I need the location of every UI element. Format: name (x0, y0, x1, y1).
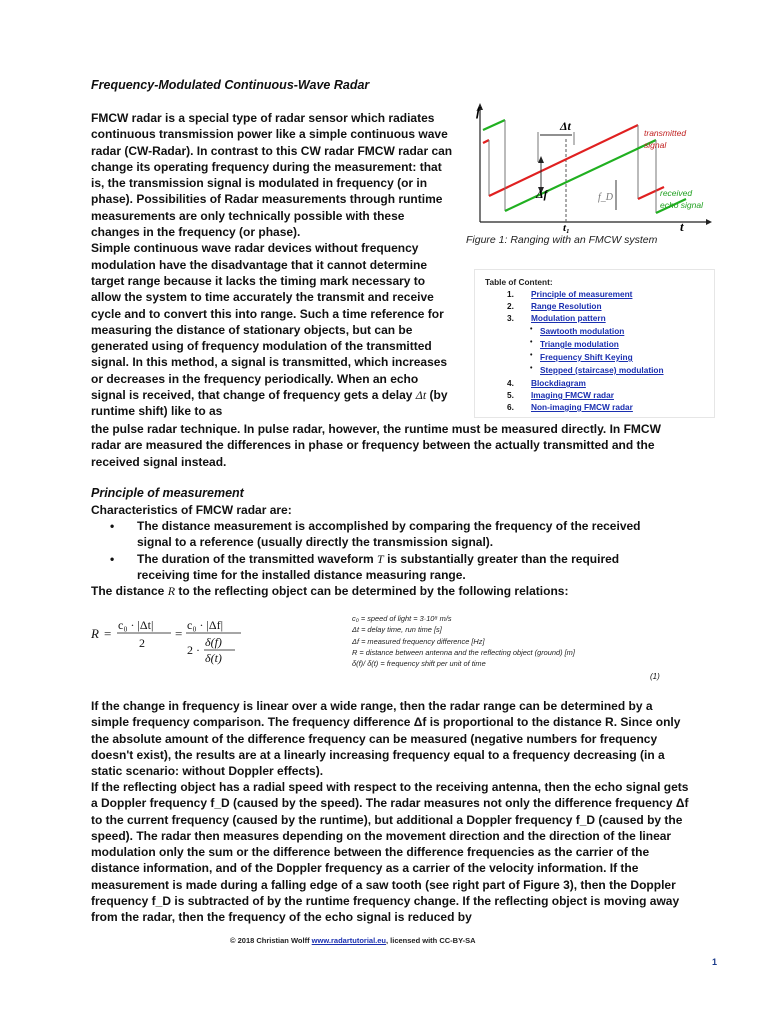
formula-legend (352, 613, 575, 669)
toc-number: 3. (507, 313, 514, 323)
formula-num2: c₀ · |Δf| (187, 618, 224, 632)
delta-f-label: Δf (536, 187, 548, 201)
document-title: Frequency-Modulated Continuous-Wave Radar (91, 78, 370, 92)
toc-title: Table of Content: (485, 277, 553, 287)
intro-text-2: Simple continuous wave radar devices without frequency modulation have the disadvantage that it cannot determine target range because it lacks the timing mark necessary to allow the system to time accurately the transmit and receive cycle and to convert this into range. Such a time reference for measuring the distance of stationary objects, but can be generated using of frequency modulation of the transmitted signal. In this method, a signal is transmitted, which increases or decreases in the frequency periodically. When an echo signal is received, that change of frequency gets a delay (91, 241, 448, 403)
formula-frac-den: δ(t) (205, 651, 222, 665)
range-formula (91, 612, 251, 672)
toc-number: 2. (507, 301, 514, 311)
bullet-icon: • (530, 352, 533, 359)
formula-eq2: = (175, 626, 183, 641)
formula-den1: 2 (139, 636, 145, 650)
footer-license: , licensed with CC-BY-SA (386, 936, 476, 945)
bullet-icon: • (530, 365, 533, 372)
toc-link-triangle[interactable]: Triangle modulation (540, 339, 619, 349)
delta-t-symbol: Δt (415, 388, 427, 403)
principle-intro: Characteristics of FMCW radar are: (91, 503, 292, 517)
footer-link[interactable]: www.radartutorial.eu (311, 936, 386, 945)
formula-eq1: = (104, 626, 112, 641)
legend-line: Δf = measured frequency difference [Hz] (352, 636, 485, 646)
list-item: • The distance measurement is accomplished by comparing the frequency of the received signal to a reference (usually directly the transmission signal). (110, 518, 670, 551)
rx-ramp-2 (505, 140, 656, 211)
toc-link-stepped[interactable]: Stepped (staircase) modulation (540, 365, 664, 375)
relation-text-a: The distance (91, 584, 165, 598)
toc-link-sawtooth[interactable]: Sawtooth modulation (540, 326, 625, 336)
legend-line: Δt = delay time, run time [s] (352, 625, 442, 635)
bullet2-text-a: The duration of the transmitted waveform (137, 551, 374, 566)
legend-line: R = distance between antenna and the reflecting object (ground) [m] (352, 647, 575, 657)
bullet-icon: • (530, 339, 533, 346)
table-of-content (474, 269, 715, 418)
formula-r: R (91, 626, 99, 641)
relation-sentence (91, 583, 691, 599)
transmitted-label-1: transmitted (644, 128, 687, 138)
list-item (110, 551, 670, 584)
toc-link-non-imaging[interactable]: Non-imaging FMCW radar (531, 402, 633, 412)
toc-link-fsk[interactable]: Frequency Shift Keying (540, 352, 633, 362)
characteristics-list (110, 518, 670, 583)
intro-paragraph-continued: the pulse radar technique. In pulse radar, however, the runtime must be measured directly. In FMCW radar are measured the differences in phase or frequency between the actually transmitted and the received signal instead. (91, 422, 661, 469)
formula-num1: c₀ · |Δt| (118, 618, 154, 632)
delta-f-arrowhead-top (538, 156, 544, 163)
rx-ramp-1 (483, 120, 505, 130)
received-label-2: echo signal (660, 200, 704, 210)
toc-link-range-resolution[interactable]: Range Resolution (531, 301, 602, 311)
toc-link-principle[interactable]: Principle of measurement (531, 289, 633, 299)
tx-ramp-1 (483, 140, 489, 143)
fmcw-ranging-figure (466, 100, 716, 235)
toc-link-modulation[interactable]: Modulation pattern (531, 313, 606, 323)
f-axis-label: f (476, 104, 481, 119)
intro-text-1: FMCW radar is a special type of radar sensor which radiates continuous transmission power like a simple continuous wave radar (CW-Radar). In contrast to this CW radar FMCW radar can change its operating frequency during the measurement: that is, the transmission signal is modulated in frequency (or in phase). Possibilities of Radar measurements through runtime measurements are only technically possible with these changes in the frequency (or phase). (91, 111, 453, 240)
body-paragraph-1: If the change in frequency is linear over a wide range, then the radar range can be determined by a simple frequency comparison. The frequency difference Δf is proportional to the distance R. Since only the absolute amount of the difference frequency can be measured (negative numbers for frequency doesn't exist), the results are at a linearly increasing frequency equal to a frequency decreasing (in a static scenario: without Doppler effects). (91, 699, 681, 779)
relation-text-b: to the reflecting object can be determined by the following relations: (178, 584, 569, 598)
t-symbol: T (377, 551, 384, 566)
toc-number: 4. (507, 378, 514, 388)
formula-frac-num: δ(f) (205, 635, 222, 649)
footer-copyright: © 2018 Christian Wolff (230, 936, 310, 945)
legend-line: δ(f)/ δ(t) = frequency shift per unit of time (352, 659, 486, 669)
toc-link-blockdiagram[interactable]: Blockdiagram (531, 378, 586, 388)
equation-number: (1) (650, 672, 660, 681)
formula-den2: 2 · (187, 643, 200, 657)
figure-caption: Figure 1: Ranging with an FMCW system (466, 234, 658, 246)
footer (230, 936, 476, 945)
bullet2-text-b: is substantially greater than the required receiving time for the installed distance measuring range. (137, 551, 620, 582)
received-label-1: received (660, 188, 693, 198)
toc-link-imaging[interactable]: Imaging FMCW radar (531, 390, 614, 400)
toc-number: 6. (507, 402, 514, 412)
delta-t-label: Δt (560, 119, 571, 133)
page-number: 1 (712, 957, 718, 967)
intro-paragraph (91, 110, 456, 420)
t1-label: t₁ (563, 222, 570, 234)
legend-line: c₀ = speed of light = 3·10⁸ m/s (352, 614, 452, 623)
t-axis-arrow (706, 219, 712, 225)
bullet-icon: • (530, 326, 533, 333)
r-symbol: R (167, 584, 176, 598)
intro-text-2b: (by runtime shift) like to as (91, 388, 448, 419)
section-heading-principle: Principle of measurement (91, 486, 244, 500)
transmitted-label-2: signal (644, 140, 667, 150)
toc-number: 1. (507, 289, 514, 299)
fd-label: f_D (598, 192, 613, 203)
toc-number: 5. (507, 390, 514, 400)
body-paragraph-2: If the reflecting object has a radial speed with respect to the receiving antenna, then the echo signal gets a Doppler frequency f_D (caused by the speed). The radar measures not only the difference frequency Δf to the current frequency (caused by the runtime), but additional a Doppler frequency f_D (caused by the speed). The radar then measures depending on the movement direction and the direction of the linear modulation only the sum or the difference between the difference frequencies as the carrier of the distance information, and of the Doppler frequency as a carrier of the velocity information. If the measurement is made during a falling edge of a saw tooth (see right part of Figure 3), then the Doppler frequency f_D is subtracted of by the runtime frequency change. If the reflecting object is moving away from the radar, then the frequency of the echo signal is reduced by (91, 780, 689, 925)
t-axis-label: t (680, 219, 684, 234)
